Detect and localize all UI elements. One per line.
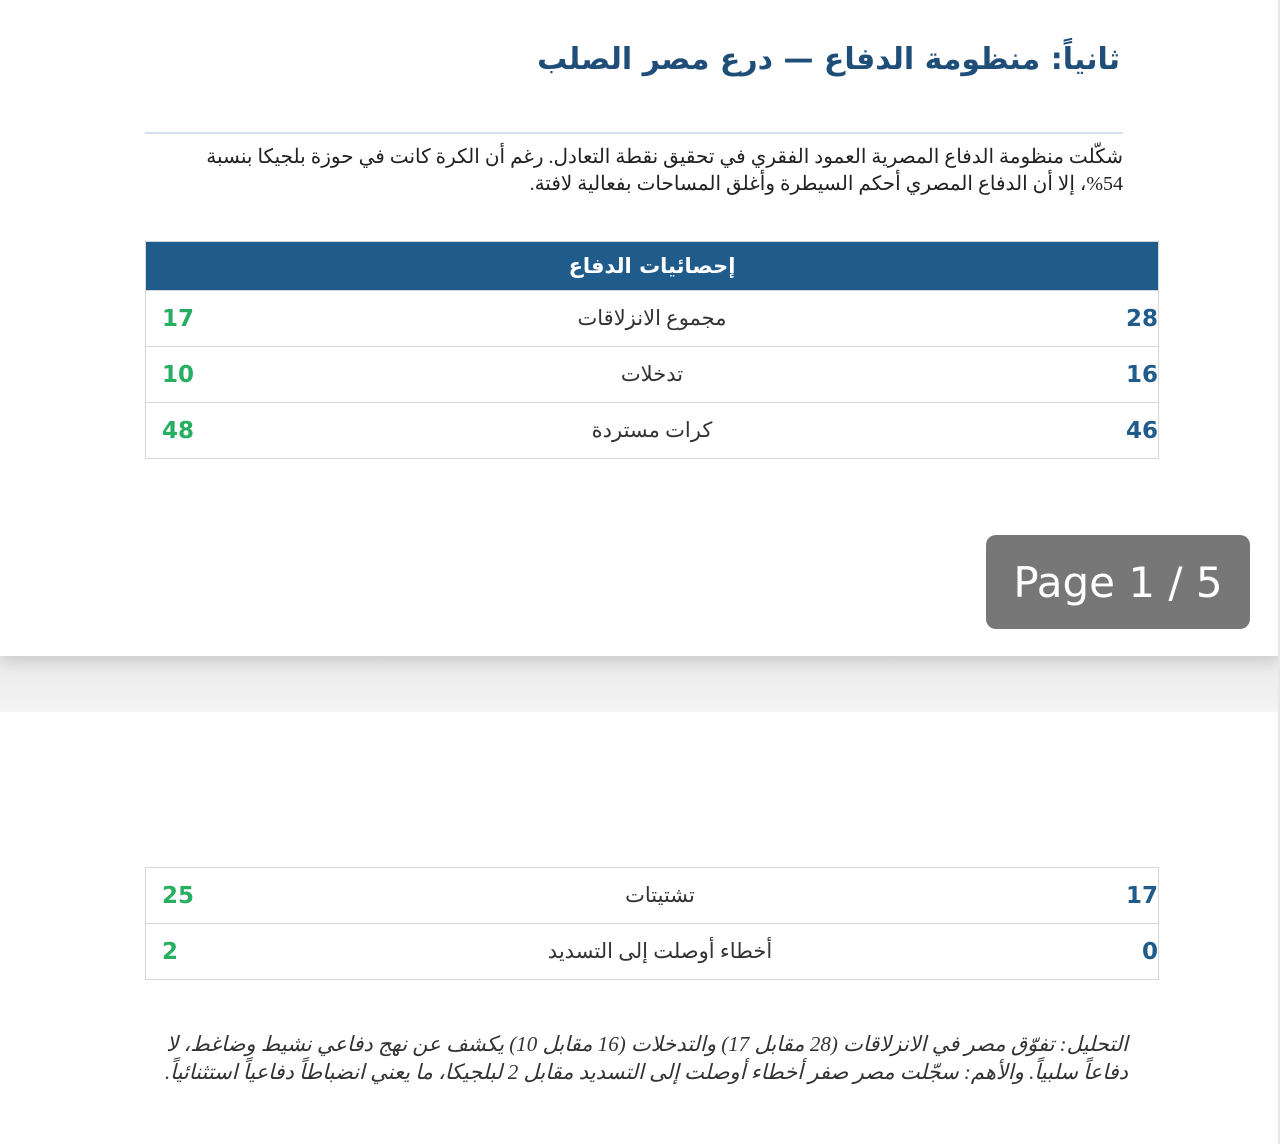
belgium-value: 17	[146, 291, 484, 347]
egypt-value: 46	[821, 403, 1159, 459]
belgium-value: 2	[146, 924, 239, 980]
analysis-paragraph: التحليل: تفوّق مصر في الانزلاقات (28 مقابل 17) والتدخلات (16 مقابل 10) يكشف عن نهج دفاعي نشيط وضاغط، لا دفاعاً سلبياً. والأهم: سجّلت مصر صفر أخطاء أوصلت إلى التسديد مقابل 2 لبلجيكا، ما يعني انضباطاً دفاعياً استثنائياً.	[164, 1032, 1128, 1084]
table-row	[146, 403, 1159, 459]
page-indicator-badge: Page 1 / 5	[986, 535, 1250, 629]
defense-stats-table	[145, 241, 1159, 459]
stat-label: تدخلات	[483, 347, 821, 403]
table-row	[146, 347, 1159, 403]
title-divider	[145, 132, 1123, 134]
table-row	[146, 924, 1159, 980]
stat-label: كرات مستردة	[483, 403, 821, 459]
stat-label: مجموع الانزلاقات	[483, 291, 821, 347]
table-header: إحصائيات الدفاع	[146, 242, 1159, 291]
belgium-value: 25	[162, 882, 195, 909]
defense-stats-table-continued	[145, 867, 1159, 980]
belgium-value: 10	[146, 347, 484, 403]
egypt-value: 28	[821, 291, 1159, 347]
page-separator	[0, 656, 1278, 712]
intro-paragraph: شكّلت منظومة الدفاع المصرية العمود الفقري في تحقيق نقطة التعادل. رغم أن الكرة كانت في حوزة بلجيكا بنسبة 54%، إلا أن الدفاع المصري أحكم السيطرة وأغلق المساحات بفعالية لافتة.	[206, 146, 1123, 195]
table-row	[146, 291, 1159, 347]
table-header-row	[146, 242, 1159, 291]
belgium-value: 48	[146, 403, 484, 459]
stat-label: أخطاء أوصلت إلى التسديد	[238, 924, 1082, 980]
section-title: ثانياً: منظومة الدفاع — درع مصر الصلب	[537, 42, 1120, 77]
egypt-value: 0	[1082, 924, 1159, 980]
egypt-value: 16	[821, 347, 1159, 403]
egypt-value: 17	[1125, 882, 1158, 909]
stat-label: تشتيتات	[625, 883, 695, 907]
table-row	[146, 868, 1159, 924]
